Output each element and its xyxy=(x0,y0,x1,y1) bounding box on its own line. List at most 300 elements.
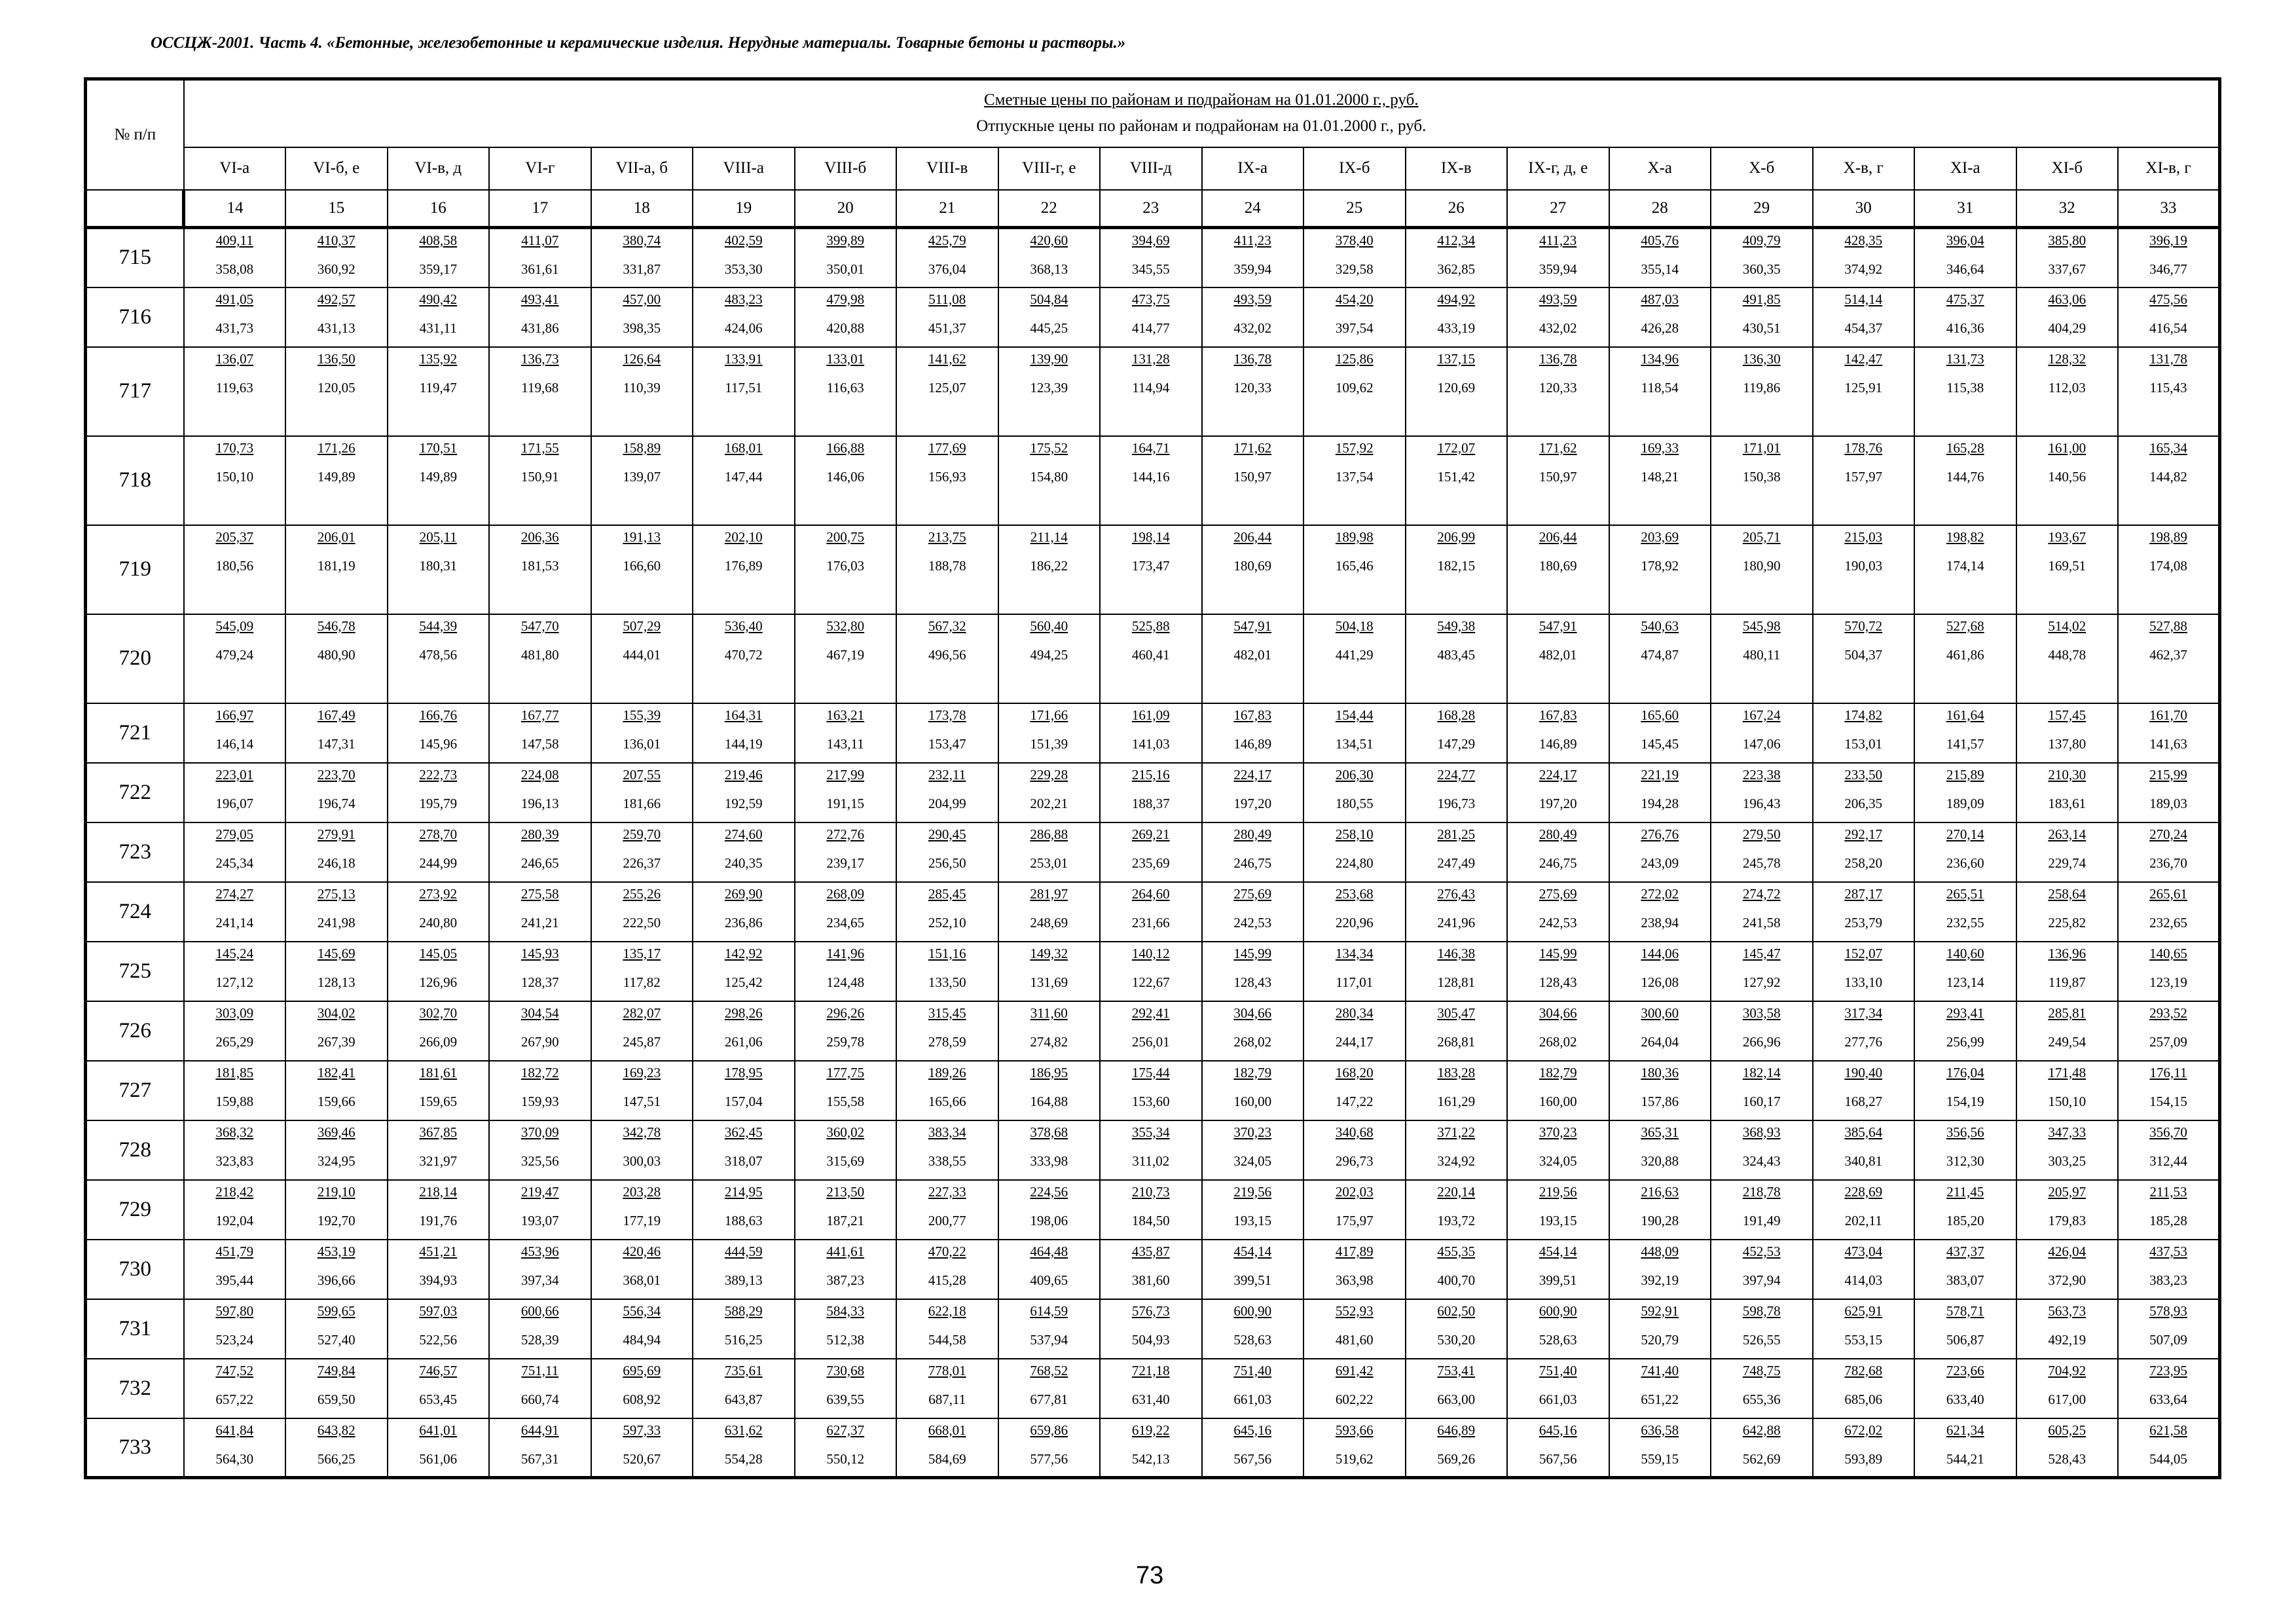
estimated-price: 396,19 xyxy=(2149,232,2187,248)
release-price: 561,06 xyxy=(419,1450,458,1467)
release-price: 180,31 xyxy=(419,557,458,574)
release-price: 194,28 xyxy=(1641,795,1679,811)
price-cell xyxy=(489,614,591,703)
estimated-price: 157,92 xyxy=(1335,439,1374,456)
release-price: 256,99 xyxy=(1946,1033,1984,1050)
release-price: 259,78 xyxy=(826,1033,865,1050)
estimated-price: 229,28 xyxy=(1030,766,1068,783)
release-price: 141,03 xyxy=(1131,735,1170,752)
price-cell xyxy=(1100,1061,1202,1120)
release-price: 180,90 xyxy=(1742,557,1781,574)
release-price: 157,86 xyxy=(1641,1093,1679,1109)
column-number-cell: 15 xyxy=(285,190,388,228)
estimated-price: 563,73 xyxy=(2048,1302,2086,1319)
estimated-price: 279,05 xyxy=(215,826,254,842)
price-cell xyxy=(1609,1240,1711,1299)
release-price: 180,56 xyxy=(215,557,254,574)
price-cell xyxy=(285,763,388,822)
release-price: 537,94 xyxy=(1030,1331,1068,1348)
price-cell xyxy=(1202,1180,1304,1240)
price-cell xyxy=(693,1359,795,1418)
estimated-price: 182,41 xyxy=(317,1064,355,1080)
release-price: 245,87 xyxy=(623,1033,661,1050)
estimated-price: 167,24 xyxy=(1742,707,1781,723)
release-price: 360,92 xyxy=(317,261,355,277)
row-number: 727 xyxy=(86,1061,184,1120)
estimated-price: 218,42 xyxy=(215,1183,254,1200)
price-cell xyxy=(489,1418,591,1478)
release-price: 236,86 xyxy=(724,914,763,931)
release-price: 454,37 xyxy=(1844,320,1883,336)
price-cell xyxy=(591,1299,693,1359)
release-price: 653,45 xyxy=(419,1391,458,1407)
release-price: 119,86 xyxy=(1743,379,1781,396)
column-number-cell: 26 xyxy=(1406,190,1508,228)
column-number-cell: 29 xyxy=(1711,190,1813,228)
estimated-price: 152,07 xyxy=(1844,945,1883,961)
estimated-price: 378,40 xyxy=(1335,232,1374,248)
estimated-price: 136,73 xyxy=(520,350,559,367)
estimated-price: 219,46 xyxy=(724,766,763,783)
release-price: 147,22 xyxy=(1335,1093,1374,1109)
release-price: 126,08 xyxy=(1641,974,1679,990)
table-row xyxy=(86,228,2220,287)
price-cell xyxy=(1202,614,1304,703)
price-cell xyxy=(1303,287,1406,347)
price-cell xyxy=(489,703,591,763)
estimated-price: 504,18 xyxy=(1335,618,1374,634)
release-price: 361,61 xyxy=(520,261,559,277)
estimated-price: 355,34 xyxy=(1131,1124,1170,1140)
estimated-price: 547,91 xyxy=(1233,618,1272,634)
release-price: 146,14 xyxy=(215,735,254,752)
estimated-price: 171,62 xyxy=(1539,439,1577,456)
price-cell xyxy=(184,1120,286,1180)
estimated-price: 131,28 xyxy=(1131,350,1170,367)
price-cell xyxy=(285,1299,388,1359)
estimated-price: 214,95 xyxy=(724,1183,763,1200)
price-cell xyxy=(1711,436,1813,525)
estimated-price: 213,50 xyxy=(826,1183,865,1200)
estimated-price: 311,60 xyxy=(1030,1005,1068,1021)
estimated-price: 511,08 xyxy=(928,291,966,307)
estimated-price: 170,73 xyxy=(215,439,254,456)
price-cell xyxy=(388,1359,490,1418)
estimated-price: 224,56 xyxy=(1030,1183,1068,1200)
estimated-price: 545,98 xyxy=(1742,618,1781,634)
row-number: 721 xyxy=(86,703,184,763)
release-price: 577,56 xyxy=(1030,1450,1068,1467)
release-price: 346,77 xyxy=(2149,261,2187,277)
estimated-price: 544,39 xyxy=(419,618,458,634)
release-price: 234,65 xyxy=(826,914,865,931)
price-cell xyxy=(184,942,286,1001)
estimated-price: 206,44 xyxy=(1233,528,1272,545)
release-price: 115,38 xyxy=(1946,379,1984,396)
release-price: 193,15 xyxy=(1539,1212,1577,1228)
region-header: IX-г, д, е xyxy=(1507,147,1609,190)
estimated-price: 164,71 xyxy=(1131,439,1170,456)
price-cell xyxy=(1609,1120,1711,1180)
price-cell xyxy=(1303,1299,1406,1359)
column-number-cell: 22 xyxy=(998,190,1101,228)
release-price: 125,91 xyxy=(1844,379,1883,396)
estimated-price: 435,87 xyxy=(1131,1243,1170,1259)
release-price: 123,39 xyxy=(1030,379,1068,396)
release-price: 480,11 xyxy=(1743,646,1781,663)
estimated-price: 141,96 xyxy=(826,945,865,961)
estimated-price: 149,32 xyxy=(1030,945,1068,961)
price-cell xyxy=(2118,1359,2220,1418)
price-cell xyxy=(489,822,591,882)
release-price: 482,01 xyxy=(1233,646,1272,663)
price-cell xyxy=(795,822,897,882)
price-cell xyxy=(2118,436,2220,525)
estimated-price: 451,21 xyxy=(419,1243,458,1259)
release-price: 677,81 xyxy=(1030,1391,1068,1407)
estimated-price: 437,53 xyxy=(2149,1243,2187,1259)
release-price: 528,63 xyxy=(1539,1331,1577,1348)
release-price: 482,01 xyxy=(1539,646,1577,663)
price-cell xyxy=(2016,1061,2119,1120)
price-cell xyxy=(1914,525,2016,614)
estimated-price: 168,01 xyxy=(724,439,763,456)
release-price: 685,06 xyxy=(1844,1391,1883,1407)
estimated-price: 507,29 xyxy=(623,618,661,634)
price-cell xyxy=(184,1061,286,1120)
estimated-price: 778,01 xyxy=(928,1362,966,1378)
column-number-cell xyxy=(86,190,184,228)
release-price: 144,76 xyxy=(1946,468,1984,485)
release-price: 192,04 xyxy=(215,1212,254,1228)
release-price: 318,07 xyxy=(724,1153,763,1169)
estimated-price: 134,96 xyxy=(1641,350,1679,367)
estimated-price: 592,91 xyxy=(1641,1302,1679,1319)
price-cell xyxy=(1303,1061,1406,1120)
price-cell xyxy=(1813,1180,1915,1240)
price-cell xyxy=(1406,525,1508,614)
price-cell xyxy=(795,1299,897,1359)
estimated-price: 213,75 xyxy=(928,528,966,545)
price-cell xyxy=(1711,1120,1813,1180)
price-cell xyxy=(1813,1299,1915,1359)
row-number: 722 xyxy=(86,763,184,822)
price-cell xyxy=(1914,228,2016,287)
estimated-price: 356,70 xyxy=(2149,1124,2187,1140)
release-price: 241,96 xyxy=(1437,914,1476,931)
price-cell xyxy=(1507,347,1609,436)
estimated-price: 532,80 xyxy=(826,618,865,634)
price-cell xyxy=(1813,1001,1915,1061)
release-price: 484,94 xyxy=(623,1331,661,1348)
price-cell xyxy=(1711,882,1813,942)
price-cell xyxy=(795,614,897,703)
estimated-price: 748,75 xyxy=(1742,1362,1781,1378)
price-cell xyxy=(1303,228,1406,287)
release-price: 118,54 xyxy=(1641,379,1679,396)
release-price: 651,22 xyxy=(1641,1391,1679,1407)
release-price: 188,78 xyxy=(928,557,966,574)
price-cell xyxy=(1303,1180,1406,1240)
price-cell xyxy=(1711,1180,1813,1240)
header-row-regions xyxy=(86,147,2220,190)
estimated-price: 161,70 xyxy=(2149,707,2187,723)
price-cell xyxy=(1609,287,1711,347)
release-price: 414,77 xyxy=(1131,320,1170,336)
estimated-price: 221,19 xyxy=(1641,766,1679,783)
price-cell xyxy=(1711,822,1813,882)
estimated-price: 547,91 xyxy=(1539,618,1577,634)
price-table-container xyxy=(84,77,2221,1479)
estimated-price: 646,89 xyxy=(1437,1422,1476,1438)
release-price: 311,02 xyxy=(1132,1153,1170,1169)
estimated-price: 174,82 xyxy=(1844,707,1883,723)
estimated-price: 189,98 xyxy=(1335,528,1374,545)
release-price: 226,37 xyxy=(623,855,661,871)
price-cell xyxy=(693,1299,795,1359)
price-cell xyxy=(184,1359,286,1418)
price-cell xyxy=(489,763,591,822)
price-cell xyxy=(1711,1240,1813,1299)
estimated-price: 645,16 xyxy=(1233,1422,1272,1438)
estimated-price: 556,34 xyxy=(623,1302,661,1319)
price-cell xyxy=(1507,1359,1609,1418)
estimated-price: 232,11 xyxy=(928,766,966,783)
release-price: 164,88 xyxy=(1030,1093,1068,1109)
price-cell xyxy=(388,614,490,703)
release-price: 569,26 xyxy=(1437,1450,1476,1467)
estimated-price: 215,16 xyxy=(1131,766,1170,783)
price-cell xyxy=(1813,1240,1915,1299)
release-price: 117,51 xyxy=(725,379,763,396)
release-price: 189,09 xyxy=(1946,795,1984,811)
estimated-price: 217,99 xyxy=(826,766,865,783)
release-price: 553,15 xyxy=(1844,1331,1883,1348)
release-price: 268,02 xyxy=(1233,1033,1272,1050)
estimated-price: 420,46 xyxy=(623,1243,661,1259)
release-price: 522,56 xyxy=(419,1331,458,1348)
region-header: VIII-в xyxy=(896,147,998,190)
estimated-price: 293,41 xyxy=(1946,1005,1984,1021)
estimated-price: 165,34 xyxy=(2149,439,2187,456)
estimated-price: 285,81 xyxy=(2048,1005,2086,1021)
price-cell xyxy=(489,942,591,1001)
price-cell xyxy=(1100,822,1202,882)
estimated-price: 546,78 xyxy=(317,618,355,634)
price-cell xyxy=(285,1418,388,1478)
estimated-price: 396,04 xyxy=(1946,232,1984,248)
release-price: 324,05 xyxy=(1539,1153,1577,1169)
estimated-price: 300,60 xyxy=(1641,1005,1679,1021)
estimated-price: 140,12 xyxy=(1131,945,1170,961)
release-price: 144,19 xyxy=(724,735,763,752)
release-price: 315,69 xyxy=(826,1153,865,1169)
price-cell xyxy=(591,436,693,525)
price-cell xyxy=(285,1120,388,1180)
estimated-price: 643,82 xyxy=(317,1422,355,1438)
release-price: 191,76 xyxy=(419,1212,458,1228)
table-row xyxy=(86,1120,2220,1180)
release-price: 523,24 xyxy=(215,1331,254,1348)
estimated-price: 405,76 xyxy=(1641,232,1679,248)
page-number: 73 xyxy=(1136,1562,1164,1589)
price-cell xyxy=(184,1001,286,1061)
release-price: 197,20 xyxy=(1233,795,1272,811)
release-price: 397,94 xyxy=(1742,1272,1781,1288)
release-price: 116,63 xyxy=(826,379,864,396)
release-price: 431,13 xyxy=(317,320,355,336)
release-price: 239,17 xyxy=(826,855,865,871)
price-cell xyxy=(1507,1120,1609,1180)
estimated-price: 203,28 xyxy=(623,1183,661,1200)
estimated-price: 216,63 xyxy=(1641,1183,1679,1200)
release-price: 324,43 xyxy=(1742,1153,1781,1169)
estimated-price: 210,73 xyxy=(1131,1183,1170,1200)
release-price: 147,29 xyxy=(1437,735,1476,752)
price-cell xyxy=(1100,347,1202,436)
release-price: 166,60 xyxy=(623,557,661,574)
estimated-price: 171,62 xyxy=(1233,439,1272,456)
release-price: 197,20 xyxy=(1539,795,1577,811)
price-cell xyxy=(795,436,897,525)
release-price: 246,18 xyxy=(317,855,355,871)
price-cell xyxy=(1813,763,1915,822)
release-price: 528,43 xyxy=(2048,1450,2086,1467)
estimated-price: 146,38 xyxy=(1437,945,1476,961)
release-price: 120,05 xyxy=(317,379,355,396)
estimated-price: 136,50 xyxy=(317,350,355,367)
estimated-price: 165,60 xyxy=(1641,707,1679,723)
price-cell xyxy=(1100,1180,1202,1240)
price-cell xyxy=(1202,436,1304,525)
estimated-price: 549,38 xyxy=(1437,618,1476,634)
price-cell xyxy=(896,882,998,942)
release-price: 124,48 xyxy=(826,974,865,990)
price-cell xyxy=(998,763,1101,822)
table-row xyxy=(86,287,2220,347)
estimated-price: 211,53 xyxy=(2149,1183,2187,1200)
estimated-price: 224,17 xyxy=(1539,766,1577,783)
price-cell xyxy=(1914,882,2016,942)
release-price: 266,96 xyxy=(1742,1033,1781,1050)
estimated-price: 176,04 xyxy=(1946,1064,1984,1080)
release-price: 175,97 xyxy=(1335,1212,1374,1228)
price-cell xyxy=(2118,1061,2220,1120)
estimated-price: 268,09 xyxy=(826,885,865,902)
price-cell xyxy=(591,1359,693,1418)
price-cell xyxy=(285,942,388,1001)
estimated-price: 491,85 xyxy=(1742,291,1781,307)
release-price: 146,06 xyxy=(826,468,865,485)
release-price: 661,03 xyxy=(1233,1391,1272,1407)
release-price: 331,87 xyxy=(623,261,661,277)
row-number: 728 xyxy=(86,1120,184,1180)
price-cell xyxy=(998,1061,1101,1120)
table-row xyxy=(86,763,2220,822)
region-header: IX-в xyxy=(1406,147,1508,190)
price-cell xyxy=(1609,1359,1711,1418)
price-cell xyxy=(1303,436,1406,525)
release-price: 159,93 xyxy=(520,1093,559,1109)
release-price: 520,67 xyxy=(623,1450,661,1467)
column-number-cell: 20 xyxy=(795,190,897,228)
release-price: 193,72 xyxy=(1437,1212,1476,1228)
estimated-price: 180,36 xyxy=(1641,1064,1679,1080)
release-price: 229,74 xyxy=(2048,855,2086,871)
release-price: 238,94 xyxy=(1641,914,1679,931)
price-cell xyxy=(998,436,1101,525)
release-price: 200,77 xyxy=(928,1212,966,1228)
estimated-price: 198,82 xyxy=(1946,528,1984,545)
estimated-price: 368,32 xyxy=(215,1124,254,1140)
estimated-price: 464,48 xyxy=(1030,1243,1068,1259)
release-price: 368,13 xyxy=(1030,261,1068,277)
release-price: 145,45 xyxy=(1641,735,1679,752)
price-cell xyxy=(388,703,490,763)
release-price: 633,64 xyxy=(2149,1391,2187,1407)
estimated-price: 265,51 xyxy=(1946,885,1984,902)
price-cell xyxy=(1914,703,2016,763)
estimated-price: 493,59 xyxy=(1233,291,1272,307)
estimated-price: 275,13 xyxy=(317,885,355,902)
estimated-price: 133,01 xyxy=(826,350,865,367)
price-cell xyxy=(1609,1001,1711,1061)
release-price: 267,39 xyxy=(317,1033,355,1050)
release-price: 173,47 xyxy=(1131,557,1170,574)
price-cell xyxy=(1202,703,1304,763)
price-cell xyxy=(184,763,286,822)
estimated-price: 215,99 xyxy=(2149,766,2187,783)
price-cell xyxy=(795,228,897,287)
estimated-price: 131,73 xyxy=(1946,350,1984,367)
estimated-price: 171,48 xyxy=(2048,1064,2086,1080)
estimated-price: 164,31 xyxy=(724,707,763,723)
price-cell xyxy=(896,614,998,703)
price-cell xyxy=(998,1240,1101,1299)
estimated-price: 426,04 xyxy=(2048,1243,2086,1259)
price-cell xyxy=(1202,1299,1304,1359)
estimated-price: 154,44 xyxy=(1335,707,1374,723)
estimated-price: 200,75 xyxy=(826,528,865,545)
price-cell xyxy=(2118,1299,2220,1359)
release-price: 120,69 xyxy=(1437,379,1476,396)
price-cell xyxy=(1406,1299,1508,1359)
release-price: 248,69 xyxy=(1030,914,1068,931)
release-price: 191,49 xyxy=(1742,1212,1781,1228)
price-cell xyxy=(1100,1120,1202,1180)
estimated-price: 175,44 xyxy=(1131,1064,1170,1080)
release-price: 154,19 xyxy=(1946,1093,1984,1109)
column-number-cell: 31 xyxy=(1914,190,2016,228)
price-cell xyxy=(1406,228,1508,287)
price-cell xyxy=(1711,525,1813,614)
release-price: 359,17 xyxy=(419,261,458,277)
price-cell xyxy=(388,287,490,347)
release-price: 329,58 xyxy=(1335,261,1374,277)
price-cell xyxy=(1711,1061,1813,1120)
price-cell xyxy=(1406,882,1508,942)
estimated-price: 304,02 xyxy=(317,1005,355,1021)
estimated-price: 281,97 xyxy=(1030,885,1068,902)
release-price: 399,51 xyxy=(1233,1272,1272,1288)
price-cell xyxy=(1406,703,1508,763)
release-price: 122,67 xyxy=(1131,974,1170,990)
estimated-price: 547,70 xyxy=(520,618,559,634)
release-price: 303,25 xyxy=(2048,1153,2086,1169)
price-cell xyxy=(1813,1061,1915,1120)
release-price: 258,20 xyxy=(1844,855,1883,871)
release-price: 137,54 xyxy=(1335,468,1374,485)
